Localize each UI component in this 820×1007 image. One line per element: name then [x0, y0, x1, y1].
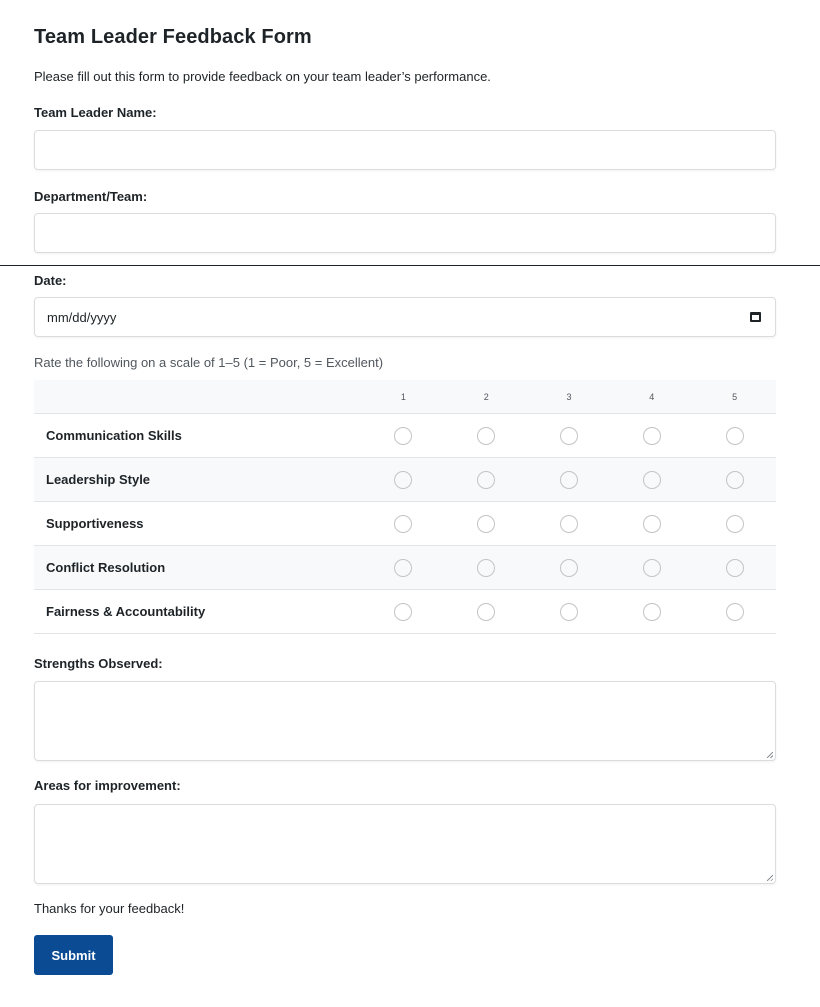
radio-conflict-4[interactable] [643, 559, 661, 577]
radio-leadership-2[interactable] [477, 471, 495, 489]
rating-scale-caption: Rate the following on a scale of 1–5 (1 = Poor, 5 = Excellent) [34, 355, 384, 370]
radio-fairness-2[interactable] [477, 603, 495, 621]
submit-button[interactable]: Submit [34, 935, 113, 975]
improvement-textarea[interactable] [34, 804, 776, 884]
radio-leadership-4[interactable] [643, 471, 661, 489]
rating-row-leadership [34, 458, 776, 502]
rating-table [34, 380, 776, 634]
radio-communication-1[interactable] [394, 427, 412, 445]
date-placeholder: mm/dd/yyyy [47, 309, 117, 325]
radio-fairness-3[interactable] [560, 603, 578, 621]
strengths-textarea[interactable] [34, 681, 776, 761]
rating-row-communication [34, 414, 776, 458]
radio-conflict-2[interactable] [477, 559, 495, 577]
rating-column-4: 4 [649, 391, 655, 402]
radio-fairness-4[interactable] [643, 603, 661, 621]
radio-supportiveness-2[interactable] [477, 515, 495, 533]
rating-row-label: Fairness & Accountability [46, 604, 206, 619]
rating-row-label: Leadership Style [46, 472, 151, 487]
thanks-message: Thanks for your feedback! [34, 901, 185, 916]
department-input[interactable] [34, 213, 776, 253]
department-label: Department/Team: [34, 189, 148, 204]
rating-row-conflict-resolution [34, 546, 776, 590]
date-input[interactable] [34, 297, 776, 337]
radio-leadership-1[interactable] [394, 471, 412, 489]
section-divider [0, 265, 820, 266]
radio-leadership-5[interactable] [726, 471, 744, 489]
radio-communication-3[interactable] [560, 427, 578, 445]
radio-conflict-3[interactable] [560, 559, 578, 577]
rating-column-2: 2 [483, 391, 489, 402]
rating-column-5: 5 [732, 391, 738, 402]
radio-communication-4[interactable] [643, 427, 661, 445]
radio-conflict-1[interactable] [394, 559, 412, 577]
resize-grip-icon[interactable] [767, 875, 773, 881]
radio-conflict-5[interactable] [726, 559, 744, 577]
strengths-label: Strengths Observed: [34, 656, 163, 671]
rating-row-label: Supportiveness [46, 516, 144, 531]
rating-header [34, 380, 776, 414]
team-leader-name-input[interactable] [34, 130, 776, 170]
resize-grip-icon[interactable] [767, 752, 773, 758]
rating-column-1: 1 [400, 391, 406, 402]
rating-row-label: Communication Skills [46, 428, 182, 443]
radio-communication-5[interactable] [726, 427, 744, 445]
radio-fairness-5[interactable] [726, 603, 744, 621]
radio-supportiveness-1[interactable] [394, 515, 412, 533]
rating-row-label: Conflict Resolution [46, 560, 166, 575]
form-title: Team Leader Feedback Form [34, 26, 312, 48]
radio-supportiveness-3[interactable] [560, 515, 578, 533]
radio-leadership-3[interactable] [560, 471, 578, 489]
date-label: Date: [34, 273, 67, 288]
radio-fairness-1[interactable] [394, 603, 412, 621]
rating-row-supportiveness [34, 502, 776, 546]
improvement-label: Areas for improvement: [34, 778, 181, 793]
rating-row-fairness [34, 590, 776, 634]
calendar-icon[interactable] [750, 312, 761, 322]
form-description: Please fill out this form to provide feedback on your team leader’s performance. [34, 69, 491, 84]
radio-communication-2[interactable] [477, 427, 495, 445]
radio-supportiveness-5[interactable] [726, 515, 744, 533]
rating-column-3: 3 [566, 391, 572, 402]
team-leader-name-label: Team Leader Name: [34, 105, 157, 120]
radio-supportiveness-4[interactable] [643, 515, 661, 533]
